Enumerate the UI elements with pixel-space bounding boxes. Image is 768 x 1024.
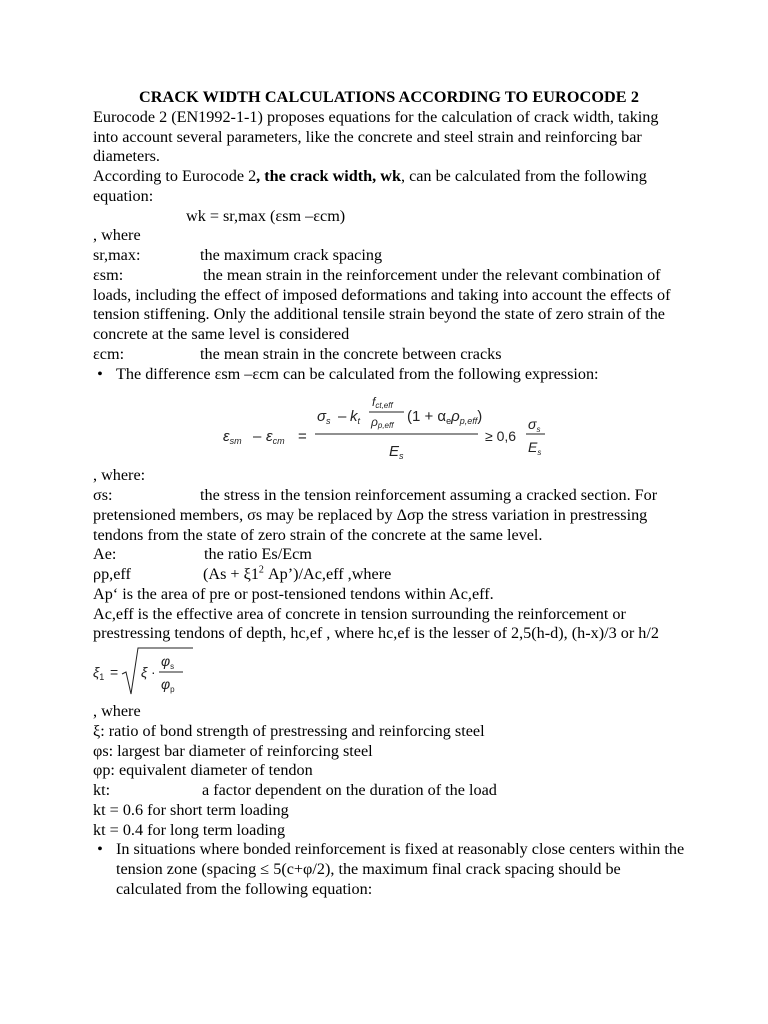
phip-definition: φp: equivalent diameter of tendon bbox=[93, 761, 313, 780]
term-ecm: εcm: bbox=[93, 344, 125, 363]
svg-text:fct,eff: fct,eff bbox=[372, 395, 393, 411]
svg-text:εsm: $\varepsilon_{sm}$ bbox=[223, 428, 242, 447]
crack-width-bold: , the crack width, wk bbox=[256, 167, 401, 185]
term-ae: Ae: bbox=[93, 545, 117, 564]
according-paragraph bbox=[93, 167, 685, 207]
xi1-equation bbox=[93, 644, 685, 702]
svg-text:≥ 0,6: ≥ 0,6 bbox=[485, 428, 517, 445]
bullet-text-spacing: In situations where bonded reinforcement is fixed at reasonably close centers within the tension zone (spacing ≤ 5(c+φ/2), the maximum final crack spacing should be calculated from the following equation: bbox=[116, 840, 685, 898]
where-label-1: , where bbox=[93, 226, 141, 245]
definition-kt bbox=[93, 781, 685, 801]
svg-text:ξ1: $\xi_1$ bbox=[93, 664, 105, 682]
text-rho-pre: (As + ξ1 bbox=[203, 565, 259, 583]
according-post: , can be calculated from the following equation: bbox=[93, 167, 647, 205]
definition-rho bbox=[93, 565, 685, 585]
text-srmax: the maximum crack spacing bbox=[200, 246, 383, 264]
text-rho-sup: 2 bbox=[258, 564, 264, 576]
text-kt: a factor dependent on the duration of the load bbox=[202, 781, 497, 799]
bullet-item-difference bbox=[93, 365, 685, 385]
according-pre: According to Eurocode 2 bbox=[93, 167, 257, 185]
term-kt: kt: bbox=[93, 781, 111, 799]
svg-text:φs: $\varphi_s$ bbox=[161, 653, 175, 671]
bullet-item-spacing bbox=[93, 840, 685, 899]
document-title: CRACK WIDTH CALCULATIONS ACCORDING TO EUROCODE 2 bbox=[138, 88, 640, 106]
svg-text:εcm: $\varepsilon_{cm}$ bbox=[266, 428, 285, 447]
definition-ae bbox=[93, 545, 685, 565]
svg-text:Es: $E_s$ bbox=[389, 443, 404, 462]
phis-definition: φs: largest bar diameter of reinforcing steel bbox=[93, 741, 373, 760]
svg-text:ρp,eff: ρp,eff bbox=[371, 415, 394, 431]
bullet-icon: • bbox=[97, 364, 103, 383]
svg-text:φp: $\varphi_p$ bbox=[161, 676, 175, 694]
where-label-2: , where: bbox=[93, 466, 146, 485]
bullet-icon: • bbox=[97, 840, 103, 859]
xi1-equation-graphic bbox=[93, 644, 203, 702]
term-sigmas: σs: bbox=[93, 486, 113, 504]
text-sigmas: the stress in the tension reinforcement assuming a cracked section. For pretensioned members, σs may be replaced by Δσp the stress variation in prestressing tendons from the state of zero strain of the concrete at the same level. bbox=[93, 486, 658, 544]
svg-text:=: = bbox=[110, 664, 119, 680]
main-formula: wk = sr,max (εsm –εcm) bbox=[186, 206, 346, 225]
definition-esm bbox=[93, 266, 685, 345]
term-esm: εsm: bbox=[93, 265, 124, 284]
text-esm: the mean strain in the reinforcement under the relevant combination of loads, including the effect of imposed deformations and taking into account the effects of tension stiffening. Only the additional tensile strain beyond the state of zero strain of the concrete at the same level is considered bbox=[93, 265, 671, 343]
svg-text:–: – bbox=[338, 408, 347, 426]
ap-line: Ap‘ is the area of pre or post-tensioned tendons within Ac,eff. bbox=[93, 584, 494, 603]
definition-srmax bbox=[93, 246, 685, 266]
aceff-line: Ac,eff is the effective area of concrete in tension surrounding the reinforcement or prestressing tendons of depth, hc,ef , where hc,ef is the lesser of 2,5(h-d), (h-x)/3 or h/2 bbox=[93, 604, 659, 643]
where-label-3: , where bbox=[93, 702, 141, 720]
document-body bbox=[93, 88, 685, 900]
svg-text:–: – bbox=[253, 428, 262, 446]
bullet-text-difference: The difference εsm –εcm can be calculated from the following expression: bbox=[116, 364, 599, 383]
definition-ecm bbox=[93, 345, 685, 365]
svg-text:σs: $\sigma_s$ bbox=[528, 416, 541, 435]
xi-definition: ξ: ratio of bond strength of prestressing and reinforcing steel bbox=[93, 721, 485, 740]
term-srmax: sr,max: bbox=[93, 246, 141, 264]
strain-difference-equation bbox=[93, 384, 685, 466]
svg-text:·: · bbox=[151, 664, 156, 680]
term-rho: ρp,eff bbox=[93, 565, 131, 583]
svg-text:Es: $E_s$ bbox=[528, 439, 542, 458]
text-ecm: the mean strain in the concrete between cracks bbox=[200, 344, 502, 363]
svg-text:ξ: ξ bbox=[141, 664, 148, 680]
svg-text:=: = bbox=[298, 428, 307, 446]
kt-short-term: kt = 0.6 for short term loading bbox=[93, 800, 289, 819]
svg-text:(1 + αeρp,eff): $(1 + \alpha_e\rho_{p,eff})$ bbox=[407, 408, 483, 427]
definition-sigmas bbox=[93, 486, 685, 545]
kt-long-term: kt = 0.4 for long term loading bbox=[93, 820, 286, 839]
svg-text:kt: $k_t$ bbox=[350, 408, 361, 427]
text-rho-post: Ap’)/Ac,eff ,where bbox=[263, 565, 392, 583]
intro-paragraph: Eurocode 2 (EN1992-1-1) proposes equations for the calculation of crack width, taking into account several parameters, like the concrete and steel strain and reinforcing bar diameters. bbox=[93, 107, 659, 166]
strain-equation-graphic bbox=[223, 384, 553, 466]
svg-text:σs: $\sigma_s$ bbox=[317, 408, 331, 427]
text-ae: the ratio Es/Ecm bbox=[204, 545, 312, 564]
